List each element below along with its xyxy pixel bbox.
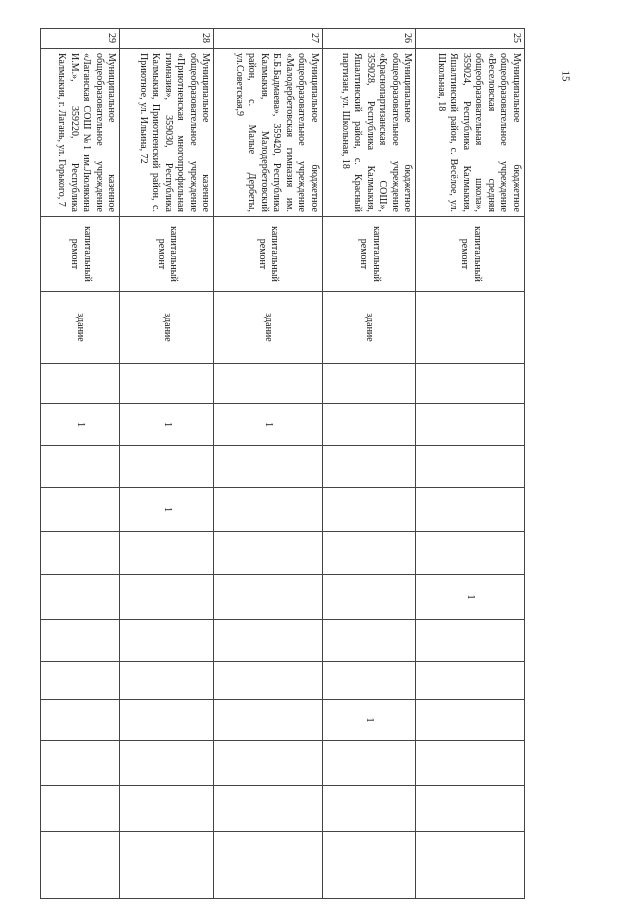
value-cell: 1	[416, 575, 525, 620]
school-name: Муниципальное казенное общеобразовательное учреждение «Приютненская многопрофильная гимназия», 359030, Республика Калмыкия, Приютненский район, с. Приютное, ул. Ильина, 72	[120, 49, 214, 217]
value-cell	[214, 662, 323, 700]
object-type	[416, 292, 525, 364]
value-cell	[416, 446, 525, 488]
value-cell	[214, 832, 323, 899]
value-cell	[120, 662, 214, 700]
value-cell	[322, 662, 416, 700]
value-cell	[322, 364, 416, 404]
value-cell	[416, 832, 525, 899]
value-cell	[41, 741, 120, 786]
value-cell	[41, 832, 120, 899]
value-cell	[214, 364, 323, 404]
value-cell	[416, 620, 525, 662]
object-type: здание	[41, 292, 120, 364]
value-cell	[41, 446, 120, 488]
value-cell	[41, 488, 120, 532]
school-name: Муниципальное казенное общеобразовательное учреждение «Лаганская СОШ №1 им.Люлякина И.М.», 359220, Республика Калмыкия, г. Лагань, ул. Горького, 7	[41, 49, 120, 217]
school-name: Муниципальное бюджетное общеобразовательное учреждение «Краснопартизанская СОШ», 359028, Республика Калмыкия, Яшалтинский район, с. Красный партизан, ул. Школьная, 18	[322, 49, 416, 217]
value-cell: 1	[120, 488, 214, 532]
value-cell	[322, 488, 416, 532]
value-cell	[120, 786, 214, 832]
value-cell	[214, 446, 323, 488]
value-cell	[214, 620, 323, 662]
row-number: 25	[416, 29, 525, 49]
value-cell	[120, 620, 214, 662]
value-cell	[322, 575, 416, 620]
value-cell: 1	[214, 404, 323, 446]
work-type: капитальный ремонт	[120, 217, 214, 292]
value-cell	[41, 662, 120, 700]
rotated-table-wrapper	[40, 28, 525, 838]
table-body	[41, 29, 525, 899]
work-type: капитальный ремонт	[416, 217, 525, 292]
value-cell	[214, 575, 323, 620]
value-cell	[41, 575, 120, 620]
value-cell	[120, 446, 214, 488]
table-row	[214, 29, 323, 899]
value-cell	[416, 532, 525, 575]
object-type: здание	[120, 292, 214, 364]
value-cell	[214, 488, 323, 532]
value-cell	[322, 404, 416, 446]
value-cell	[41, 786, 120, 832]
value-cell	[322, 832, 416, 899]
value-cell	[41, 364, 120, 404]
value-cell	[322, 786, 416, 832]
value-cell	[322, 620, 416, 662]
object-type: здание	[214, 292, 323, 364]
table-row	[120, 29, 214, 899]
work-type: капитальный ремонт	[214, 217, 323, 292]
value-cell: 1	[120, 404, 214, 446]
value-cell	[322, 532, 416, 575]
schools-table	[40, 28, 525, 899]
value-cell	[416, 488, 525, 532]
value-cell	[322, 741, 416, 786]
page-number: 15	[559, 70, 572, 82]
value-cell	[120, 532, 214, 575]
object-type: здание	[322, 292, 416, 364]
value-cell	[120, 700, 214, 741]
table-row	[41, 29, 120, 899]
school-name: Муниципальное бюджетное общеобразовательное учреждение «Веселовская средняя общеобразовательная школа», 359024, Республика Калмыкия, Яшалтинский район, с. Весёлое, ул. Школьная, 18	[416, 49, 525, 217]
row-number: 29	[41, 29, 120, 49]
value-cell	[214, 786, 323, 832]
value-cell	[41, 700, 120, 741]
row-number: 26	[322, 29, 416, 49]
value-cell	[416, 786, 525, 832]
value-cell	[416, 364, 525, 404]
row-number: 27	[214, 29, 323, 49]
value-cell	[214, 741, 323, 786]
value-cell	[416, 741, 525, 786]
work-type: капитальный ремонт	[322, 217, 416, 292]
table-row	[322, 29, 416, 899]
value-cell	[214, 700, 323, 741]
value-cell: 1	[322, 700, 416, 741]
value-cell	[120, 832, 214, 899]
work-type: капитальный ремонт	[41, 217, 120, 292]
value-cell: 1	[41, 404, 120, 446]
value-cell	[41, 532, 120, 575]
row-number: 28	[120, 29, 214, 49]
value-cell	[41, 620, 120, 662]
value-cell	[120, 364, 214, 404]
value-cell	[416, 700, 525, 741]
school-name: Муниципальное бюджетное общеобразовательное учреждение «Малодербетовская гимназия им. Б.Б.Бадмаева», 359420, Республика Калмыкия, Малодербетовский район, с. Малые Дербеты, ул.Советская,9	[214, 49, 323, 217]
value-cell	[120, 741, 214, 786]
value-cell	[120, 575, 214, 620]
value-cell	[322, 446, 416, 488]
table-row	[416, 29, 525, 899]
value-cell	[214, 532, 323, 575]
value-cell	[416, 662, 525, 700]
value-cell	[416, 404, 525, 446]
